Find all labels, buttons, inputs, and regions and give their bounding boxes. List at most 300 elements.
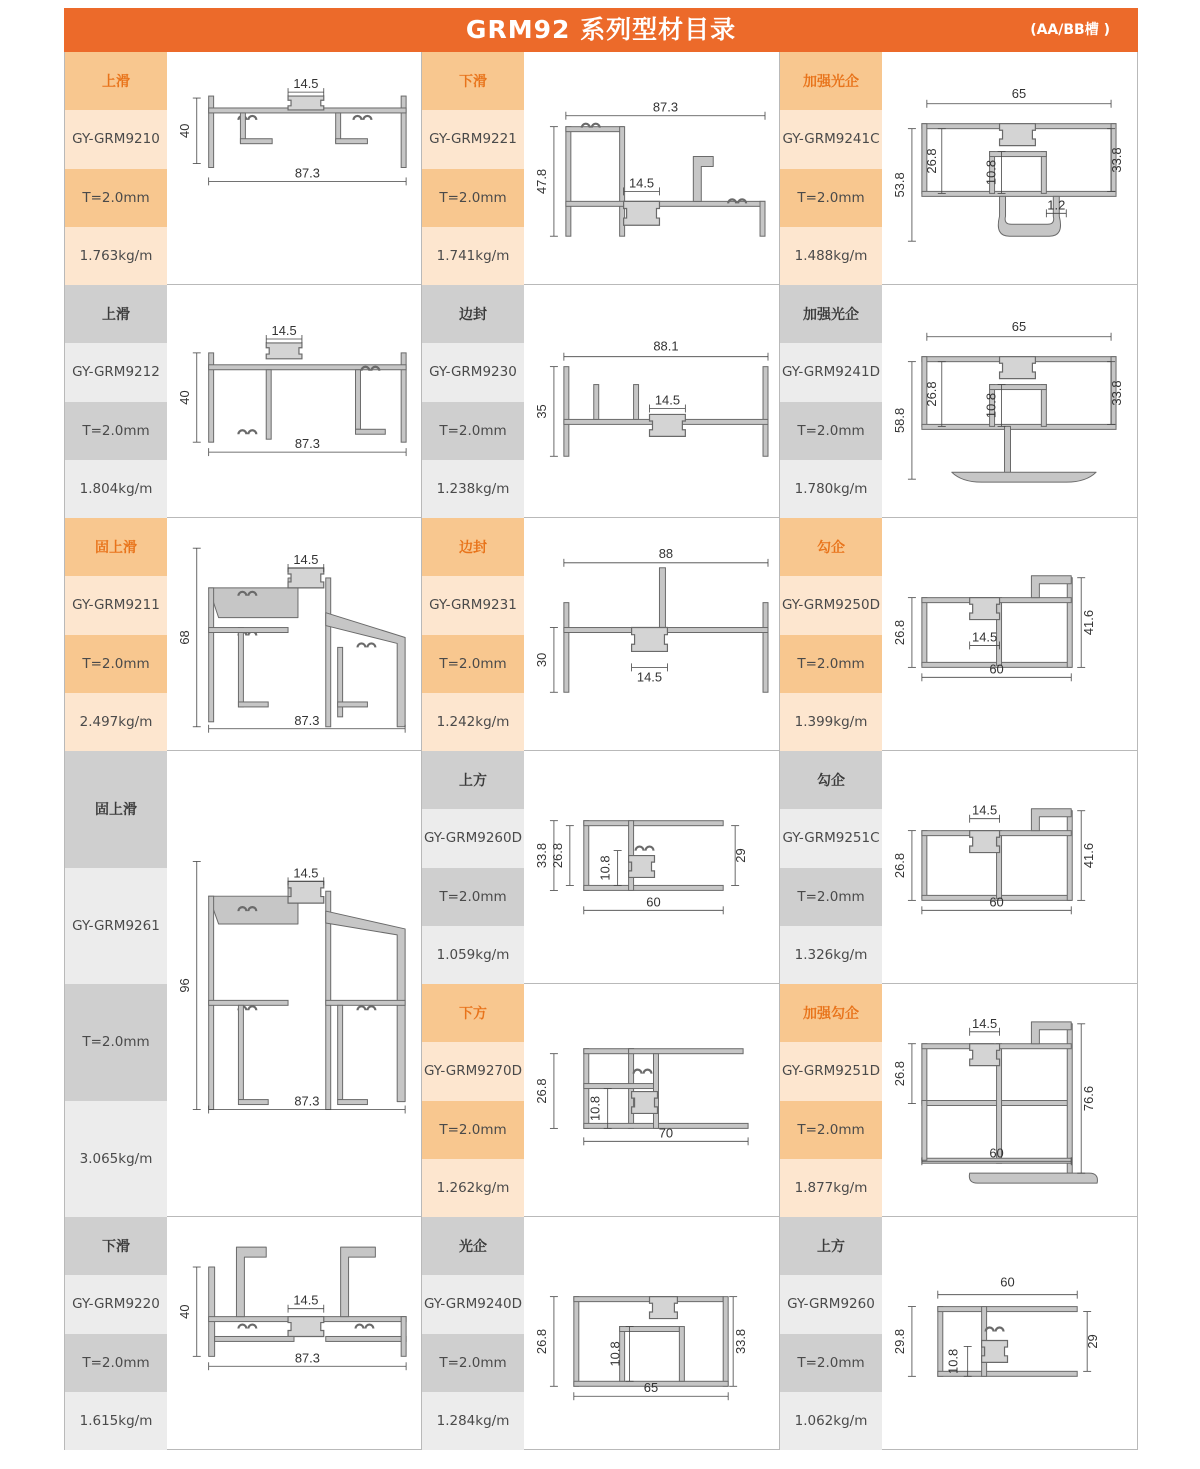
dimension-label: 26.8 — [533, 1078, 549, 1104]
profile-name: 勾企 — [780, 751, 882, 809]
profile-code: GY-GRM9230 — [422, 343, 524, 401]
profile-weight: 1.763kg/m — [65, 227, 167, 285]
profile-name: 勾企 — [780, 518, 882, 576]
dimension-label: 14.5 — [636, 669, 663, 685]
profile-section — [952, 472, 1096, 482]
seal-slot-hook — [238, 1325, 256, 1329]
strip-slot — [650, 414, 686, 436]
profile-wall — [326, 1000, 405, 1005]
profile-info-column — [780, 984, 882, 1216]
profile-weight: 1.780kg/m — [780, 460, 882, 518]
cross-section-svg — [167, 52, 421, 284]
profile-wall — [584, 821, 589, 891]
dimension-label: 40 — [176, 123, 192, 138]
profile-wall — [922, 1100, 927, 1160]
profile-thickness: T=2.0mm — [422, 1334, 524, 1392]
dimension-label: 41.6 — [1081, 609, 1097, 636]
strip-slot — [632, 628, 668, 652]
profile-code: GY-GRM9270D — [422, 1042, 524, 1100]
profile-drawing — [167, 518, 421, 750]
dimension-label: 58.8 — [891, 407, 907, 434]
profile-wall — [209, 1000, 288, 1005]
profile-wall — [634, 385, 639, 420]
profile-name: 下滑 — [422, 52, 524, 110]
dimension-label: 47.8 — [533, 168, 549, 195]
profile-info-column — [780, 1217, 882, 1449]
profile-wall — [238, 628, 243, 707]
profile-card — [422, 518, 780, 751]
dimension-label: 26.8 — [923, 381, 939, 407]
profile-drawing — [524, 285, 779, 517]
cross-section-svg — [524, 518, 779, 750]
dimension-label: 35 — [533, 404, 549, 419]
profile-wall — [594, 385, 599, 420]
profile-code: GY-GRM9231 — [422, 576, 524, 634]
strip-slot — [982, 1340, 1008, 1362]
strip-slot — [970, 598, 1000, 620]
seal-slot-hook — [636, 847, 654, 851]
profile-wall — [215, 1336, 294, 1341]
dimension-label: 10.8 — [945, 1348, 961, 1374]
dimension-label: 33.8 — [733, 1328, 749, 1355]
dimension-label: 14.5 — [628, 175, 655, 191]
profile-card — [64, 751, 422, 1217]
profile-wall — [922, 191, 1116, 196]
profile-info-column — [65, 52, 167, 284]
cross-section-svg — [882, 52, 1137, 284]
profile-info-column — [422, 984, 524, 1216]
profile-info-column — [422, 285, 524, 517]
cross-section-svg — [167, 751, 421, 1216]
strip-slot — [970, 1044, 1000, 1066]
profile-code: GY-GRM9240D — [422, 1275, 524, 1333]
profile-wall — [338, 1005, 343, 1099]
profile-weight: 1.877kg/m — [780, 1159, 882, 1217]
catalog-title: GRM92 系列型材目录 — [465, 15, 737, 44]
strip-slot — [288, 96, 324, 110]
profile-drawing — [524, 1217, 779, 1449]
profile-name: 固上滑 — [65, 518, 167, 576]
profile-name: 下方 — [422, 984, 524, 1042]
dimension-label: 60 — [989, 661, 1004, 677]
seal-slot-hook — [358, 643, 376, 647]
profile-section — [969, 1173, 1097, 1183]
profile-info-column — [780, 52, 882, 284]
profile-drawing — [882, 518, 1137, 750]
profile-thickness: T=2.0mm — [65, 169, 167, 227]
profile-weight: 1.242kg/m — [422, 693, 524, 751]
profile-info-column — [780, 518, 882, 750]
profile-section — [1031, 576, 1071, 598]
dimension-label: 1.2 — [1047, 197, 1066, 213]
strip-slot — [632, 1092, 658, 1114]
profile-wall — [922, 598, 927, 666]
profile-thickness: T=2.0mm — [780, 1101, 882, 1159]
profile-wall — [1041, 152, 1046, 194]
dimension-label: 29 — [1085, 1334, 1101, 1349]
profile-info-column — [65, 751, 167, 1216]
profile-wall — [584, 1049, 634, 1054]
profile-drawing — [882, 984, 1137, 1216]
profile-card — [422, 52, 780, 285]
cross-section-svg — [524, 285, 779, 517]
profile-weight: 3.065kg/m — [65, 1101, 167, 1218]
profile-card — [422, 984, 780, 1217]
profile-wall — [401, 1317, 406, 1357]
profile-section — [693, 157, 713, 202]
profile-name: 上滑 — [65, 285, 167, 343]
strip-slot — [629, 856, 655, 878]
profile-wall — [763, 367, 768, 457]
dimension-label: 26.8 — [891, 619, 907, 646]
profile-thickness: T=2.0mm — [422, 1101, 524, 1159]
dimension-label: 33.8 — [1109, 380, 1125, 406]
profile-wall — [584, 821, 723, 826]
dimension-label: 87.3 — [652, 99, 679, 115]
dimension-label: 14.5 — [293, 1292, 319, 1308]
seal-slot-hook — [356, 1325, 374, 1329]
profile-card — [780, 984, 1138, 1217]
profile-info-column — [65, 1217, 167, 1449]
dimension-label: 30 — [533, 652, 549, 668]
profile-wall — [240, 139, 272, 144]
profile-thickness: T=2.0mm — [422, 402, 524, 460]
profile-info-column — [65, 285, 167, 517]
profile-name: 边封 — [422, 518, 524, 576]
profile-name: 固上滑 — [65, 751, 167, 868]
seal-slot-hook — [986, 1328, 1004, 1332]
profile-name: 上方 — [422, 751, 524, 809]
profile-wall — [356, 370, 361, 430]
profile-wall — [564, 367, 569, 457]
dimension-label: 10.8 — [983, 392, 999, 419]
profile-wall — [356, 429, 386, 434]
profile-wall — [238, 1100, 268, 1105]
profile-drawing — [882, 1217, 1137, 1449]
profile-wall — [997, 831, 1072, 836]
catalog-subtitle: (AA/BB槽 ) — [1030, 22, 1110, 38]
profile-info-column — [422, 751, 524, 983]
profile-code: GY-GRM9241D — [780, 343, 882, 401]
dimension-label: 65 — [1011, 318, 1027, 334]
profile-weight: 1.615kg/m — [65, 1392, 167, 1450]
profile-info-column — [65, 518, 167, 750]
dimension-label: 14.5 — [654, 392, 681, 408]
strip-slot — [266, 343, 302, 359]
catalog-header — [64, 8, 1138, 52]
cross-section-svg — [167, 518, 421, 750]
dimension-label: 88.1 — [653, 338, 679, 354]
profile-thickness: T=2.0mm — [780, 868, 882, 926]
strip-slot — [1000, 124, 1036, 146]
dimension-label: 26.8 — [891, 1061, 907, 1087]
profile-wall — [922, 424, 1116, 429]
profile-card — [422, 751, 780, 984]
profile-thickness: T=2.0mm — [422, 868, 524, 926]
dimension-label: 14.5 — [293, 552, 319, 568]
dimension-label: 87.3 — [294, 436, 320, 452]
profile-wall — [326, 1336, 406, 1341]
profile-wall — [574, 1297, 723, 1302]
dimension-label: 65 — [643, 1380, 659, 1396]
profile-wall — [566, 127, 571, 237]
profile-wall — [1005, 426, 1011, 476]
profile-wall — [564, 603, 569, 693]
cross-section-svg — [882, 518, 1137, 750]
profile-code: GY-GRM9211 — [65, 576, 167, 634]
profile-wall — [938, 1307, 1077, 1312]
profile-card — [780, 1217, 1138, 1450]
profile-section — [209, 578, 298, 618]
profile-info-column — [422, 1217, 524, 1449]
profile-wall — [338, 1100, 368, 1105]
profile-weight: 1.284kg/m — [422, 1392, 524, 1450]
dimension-label: 60 — [646, 894, 661, 910]
profile-wall — [723, 1297, 728, 1387]
profile-section — [1031, 1022, 1071, 1044]
profile-card — [422, 285, 780, 518]
dimension-label: 40 — [176, 1304, 192, 1319]
profile-wall — [659, 568, 665, 628]
dimension-label: 14.5 — [972, 802, 998, 818]
seal-slot-hook — [634, 1070, 652, 1074]
profile-info-column — [780, 285, 882, 517]
dimension-label: 14.5 — [293, 76, 319, 92]
profile-code: GY-GRM9260 — [780, 1275, 882, 1333]
profile-section — [1031, 809, 1071, 831]
profile-weight: 1.059kg/m — [422, 926, 524, 984]
profile-section — [209, 884, 298, 924]
profile-thickness: T=2.0mm — [65, 1334, 167, 1392]
profile-wall — [209, 588, 214, 722]
profile-wall — [1041, 385, 1046, 427]
strip-slot — [288, 1317, 324, 1337]
dimension-label: 87.3 — [294, 1093, 320, 1109]
profile-card — [780, 285, 1138, 518]
profile-wall — [338, 702, 368, 707]
profile-card — [64, 1217, 422, 1450]
profile-thickness: T=2.0mm — [65, 635, 167, 693]
dimension-label: 88 — [658, 545, 674, 561]
profile-name: 上滑 — [65, 52, 167, 110]
dimension-label: 26.8 — [533, 1328, 549, 1355]
cross-section-svg — [167, 285, 421, 517]
profile-code: GY-GRM9241C — [780, 110, 882, 168]
profile-drawing — [882, 285, 1137, 517]
cross-section-svg — [882, 285, 1137, 517]
dimension-label: 60 — [989, 894, 1004, 910]
dimension-label: 26.8 — [891, 852, 907, 879]
profile-thickness: T=2.0mm — [65, 402, 167, 460]
profile-card — [64, 285, 422, 518]
strip-slot — [650, 1297, 678, 1319]
profile-drawing — [167, 751, 421, 1216]
profile-drawing — [882, 751, 1137, 983]
profile-thickness: T=2.0mm — [780, 402, 882, 460]
profile-wall — [566, 127, 624, 132]
profile-grid — [64, 52, 1138, 1453]
profile-wall — [990, 385, 1047, 390]
profile-card — [780, 518, 1138, 751]
profile-card — [64, 52, 422, 285]
profile-wall — [209, 96, 214, 167]
profile-code: GY-GRM9220 — [65, 1275, 167, 1333]
profile-wall — [238, 1005, 243, 1099]
profile-drawing — [524, 751, 779, 983]
dimension-label: 14.5 — [972, 629, 998, 645]
dimension-label: 14.5 — [972, 1015, 998, 1031]
dimension-label: 33.8 — [533, 842, 549, 869]
profile-card — [422, 1217, 780, 1450]
profile-name: 光企 — [422, 1217, 524, 1275]
profile-thickness: T=2.0mm — [780, 635, 882, 693]
dimension-label: 96 — [176, 978, 192, 993]
profile-wall — [763, 603, 768, 693]
cross-section-svg — [524, 1217, 779, 1449]
cross-section-svg — [167, 1217, 421, 1449]
profile-code: GY-GRM9260D — [422, 809, 524, 867]
profile-thickness: T=2.0mm — [422, 169, 524, 227]
profile-thickness: T=2.0mm — [780, 1334, 882, 1392]
cross-section-svg — [524, 52, 779, 284]
profile-wall — [266, 370, 271, 439]
profile-code: GY-GRM9261 — [65, 868, 167, 985]
dimension-label: 68 — [176, 630, 192, 645]
profile-name: 下滑 — [65, 1217, 167, 1275]
dimension-label: 40 — [176, 390, 192, 405]
dimension-label: 29 — [733, 848, 749, 863]
profile-weight: 1.741kg/m — [422, 227, 524, 285]
profile-section — [341, 1247, 376, 1316]
profile-wall — [1067, 578, 1072, 668]
profile-wall — [584, 885, 723, 890]
profile-weight: 1.804kg/m — [65, 460, 167, 518]
profile-section — [236, 1247, 266, 1316]
cross-section-svg — [524, 751, 779, 983]
dimension-label: 76.6 — [1081, 1085, 1097, 1112]
profile-section — [209, 1267, 215, 1356]
profile-wall — [990, 152, 1047, 157]
profile-drawing — [167, 52, 421, 284]
profile-wall — [584, 1084, 654, 1089]
profile-weight: 1.399kg/m — [780, 693, 882, 751]
profile-wall — [1067, 811, 1072, 901]
dimension-label: 41.6 — [1081, 842, 1097, 869]
profile-code: GY-GRM9212 — [65, 343, 167, 401]
profile-card — [780, 52, 1138, 285]
dimension-label: 10.8 — [587, 1095, 603, 1122]
profile-name: 加强光企 — [780, 52, 882, 110]
strip-slot — [624, 201, 660, 225]
profile-wall — [997, 598, 1072, 603]
dimension-label: 29.8 — [891, 1328, 907, 1355]
profile-card — [64, 518, 422, 751]
profile-wall — [238, 702, 268, 707]
cross-section-svg — [882, 751, 1137, 983]
dimension-label: 33.8 — [1109, 147, 1125, 173]
dimension-label: 14.5 — [293, 865, 319, 881]
profile-drawing — [882, 52, 1137, 284]
profile-wall — [997, 1044, 1072, 1049]
profile-thickness: T=2.0mm — [422, 635, 524, 693]
profile-wall — [574, 1297, 579, 1387]
dimension-label: 26.8 — [923, 148, 939, 174]
profile-drawing — [167, 1217, 421, 1449]
dimension-label: 53.8 — [891, 172, 907, 198]
profile-wall — [629, 1049, 744, 1054]
profile-wall — [326, 578, 331, 727]
profile-wall — [620, 1327, 680, 1332]
profile-wall — [336, 139, 368, 144]
profile-wall — [922, 831, 927, 899]
dimension-label: 60 — [1000, 1274, 1015, 1290]
profile-thickness: T=2.0mm — [65, 984, 167, 1101]
dimension-label: 87.3 — [294, 165, 320, 181]
profile-wall — [679, 1327, 684, 1382]
profile-code: GY-GRM9210 — [65, 110, 167, 168]
dimension-label: 65 — [1011, 85, 1027, 101]
profile-weight: 2.497kg/m — [65, 693, 167, 751]
dimension-label: 10.8 — [983, 159, 999, 186]
dimension-label: 70 — [658, 1125, 674, 1141]
seal-slot-hook — [358, 1006, 376, 1010]
profile-info-column — [422, 518, 524, 750]
profile-name: 加强光企 — [780, 285, 882, 343]
profile-code: GY-GRM9251C — [780, 809, 882, 867]
seal-slot-hook — [238, 430, 256, 434]
profile-info-column — [422, 52, 524, 284]
profile-wall — [922, 1044, 927, 1104]
strip-slot — [1000, 357, 1036, 379]
profile-code: GY-GRM9250D — [780, 576, 882, 634]
dimension-label: 87.3 — [294, 712, 320, 728]
profile-name: 上方 — [780, 1217, 882, 1275]
profile-drawing — [524, 984, 779, 1216]
profile-drawing — [524, 52, 779, 284]
profile-weight: 1.062kg/m — [780, 1392, 882, 1450]
profile-wall — [997, 598, 1002, 666]
profile-wall — [938, 1307, 943, 1377]
profile-weight: 1.262kg/m — [422, 1159, 524, 1217]
strip-slot — [288, 568, 324, 588]
profile-wall — [209, 628, 288, 633]
profile-name: 边封 — [422, 285, 524, 343]
cross-section-svg — [882, 1217, 1137, 1449]
profile-weight: 1.488kg/m — [780, 227, 882, 285]
cross-section-svg — [882, 984, 1137, 1216]
profile-info-column — [780, 751, 882, 983]
dimension-label: 26.8 — [549, 842, 565, 869]
profile-code: GY-GRM9221 — [422, 110, 524, 168]
profile-wall — [760, 201, 765, 236]
profile-code: GY-GRM9251D — [780, 1042, 882, 1100]
dimension-label: 14.5 — [271, 323, 297, 339]
profile-wall — [997, 831, 1002, 899]
profile-card — [780, 751, 1138, 984]
dimension-label: 60 — [989, 1145, 1004, 1161]
strip-slot — [288, 881, 324, 903]
profile-wall — [401, 96, 406, 167]
dimension-label: 10.8 — [597, 855, 613, 881]
profile-name: 加强勾企 — [780, 984, 882, 1042]
strip-slot — [970, 831, 1000, 853]
dimension-label: 10.8 — [607, 1341, 623, 1367]
profile-thickness: T=2.0mm — [780, 169, 882, 227]
profile-drawing — [167, 285, 421, 517]
profile-drawing — [524, 518, 779, 750]
profile-weight: 1.238kg/m — [422, 460, 524, 518]
profile-weight: 1.326kg/m — [780, 926, 882, 984]
